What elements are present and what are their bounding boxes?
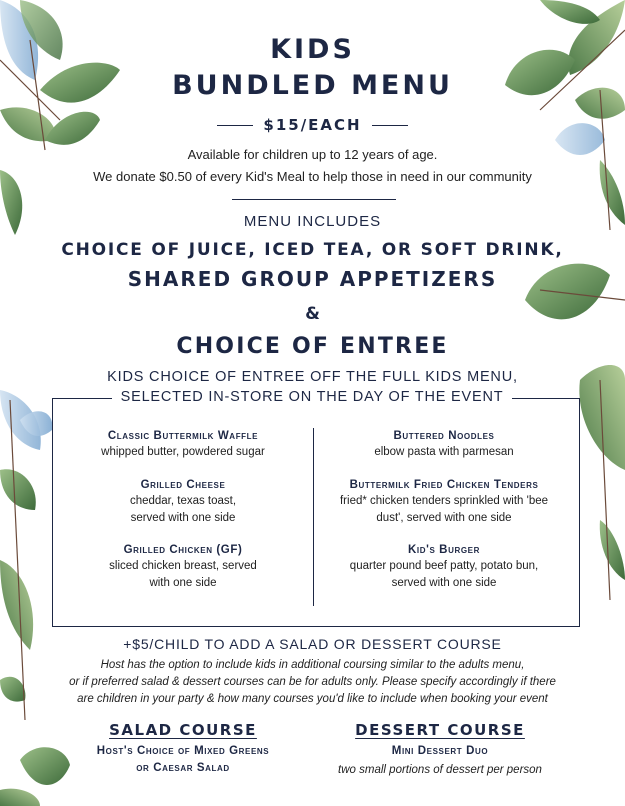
- entree-desc: quarter pound beef patty, potato bun, served with one side: [349, 560, 539, 589]
- divider: [232, 199, 396, 200]
- dessert-course-title: DESSERT COURSE: [355, 721, 525, 739]
- ampersand: &: [305, 304, 320, 324]
- entree-note-line2: SELECTED IN-STORE ON THE DAY OF THE EVENT: [112, 389, 512, 405]
- addon-line3: are children in your party & how many courses you'd like to include when booking your event: [77, 693, 548, 705]
- entree-item: [58, 544, 308, 592]
- entree-name: Buttered Noodles: [393, 430, 495, 442]
- addon-line2: or if preferred salad & dessert courses can be for adults only. Please specify accordingly if there: [69, 676, 556, 688]
- entree-name: Grilled Chicken (GF): [123, 544, 243, 556]
- price-dash-right: [372, 125, 408, 127]
- addon-title: +$5/CHILD TO ADD A SALAD OR DESSERT COURSE: [123, 636, 502, 652]
- addon-line1: Host has the option to include kids in additional coursing similar to the adults menu,: [100, 659, 525, 671]
- entree-desc: fried* chicken tenders sprinkled with 'bee dust', served with one side: [339, 495, 549, 524]
- entree-item: [319, 479, 569, 527]
- donation-text: We donate $0.50 of every Kid's Meal to help those in need in our community: [93, 169, 532, 184]
- entree-note-line1: KIDS CHOICE OF ENTREE OFF THE FULL KIDS MENU,: [107, 369, 518, 385]
- entree-name: Kid's Burger: [408, 544, 480, 556]
- availability-text: Available for children up to 12 years of age.: [187, 147, 438, 162]
- entree-name: Grilled Cheese: [140, 479, 226, 491]
- entree-desc: cheddar, texas toast, served with one side: [129, 495, 237, 524]
- shared-appetizers: SHARED GROUP APPETIZERS: [127, 267, 498, 291]
- dessert-course: [315, 721, 565, 776]
- entree-item: [319, 430, 569, 461]
- salad-course-line1: Host's Choice of Mixed Greens: [96, 745, 270, 757]
- entree-item: [58, 430, 308, 461]
- dessert-course-desc: two small portions of dessert per person: [338, 764, 542, 776]
- title-line1: KIDS: [270, 34, 355, 65]
- addon-description: [0, 657, 625, 708]
- entree-desc: sliced chicken breast, served with one side: [109, 560, 257, 589]
- entree-item: [319, 544, 569, 592]
- entree-name: Buttermilk Fried Chicken Tenders: [349, 479, 539, 491]
- dessert-course-item: Mini Dessert Duo: [391, 745, 489, 757]
- entree-column-divider: [313, 428, 314, 606]
- choice-of-entree: CHOICE OF ENTREE: [176, 334, 449, 359]
- salad-course: [58, 721, 308, 777]
- title-line2: BUNDLED MENU: [172, 70, 453, 101]
- drink-choice: CHOICE OF JUICE, ICED TEA, OR SOFT DRINK,: [61, 240, 564, 260]
- entree-item: [58, 479, 308, 527]
- salad-course-title: SALAD COURSE: [109, 721, 257, 739]
- salad-course-line2: or Caesar Salad: [136, 762, 230, 774]
- entree-name: Classic Buttermilk Waffle: [107, 430, 259, 442]
- price-row: [0, 116, 625, 134]
- entree-desc: whipped butter, powdered sugar: [101, 446, 265, 458]
- menu-includes-label: MENU INCLUDES: [243, 213, 382, 230]
- price: $15/EACH: [263, 116, 362, 134]
- entree-desc: elbow pasta with parmesan: [374, 446, 514, 458]
- price-dash-left: [217, 125, 253, 127]
